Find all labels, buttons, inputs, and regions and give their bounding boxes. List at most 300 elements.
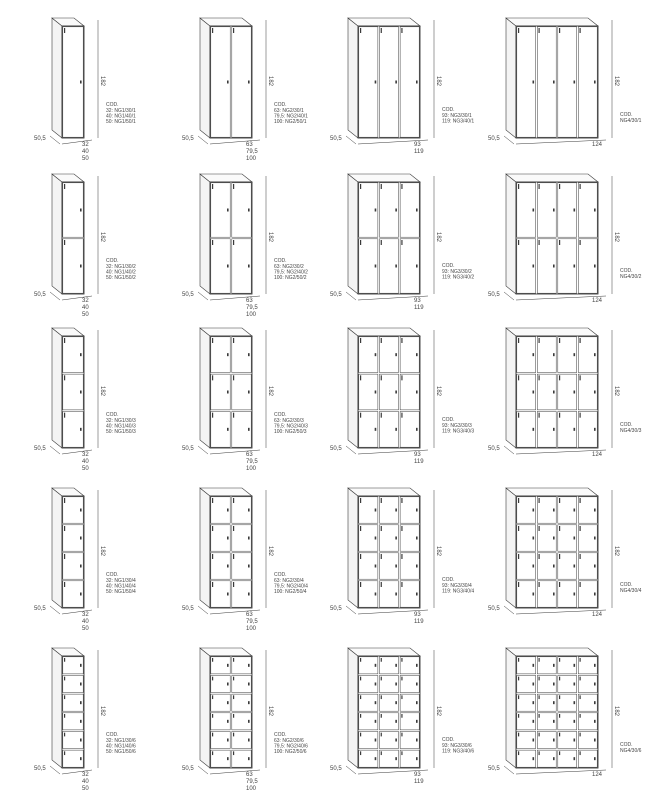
door-vent-icon bbox=[518, 733, 519, 737]
locker-drawing bbox=[316, 634, 480, 794]
door-vent-icon bbox=[64, 714, 65, 718]
door-lock-icon bbox=[80, 701, 82, 704]
width-label: 79,5 bbox=[246, 305, 258, 311]
cod-code-line: 32: NG1/30/6 bbox=[106, 738, 136, 744]
door-lock-icon bbox=[375, 353, 377, 356]
door-lock-icon bbox=[227, 565, 229, 568]
door-vent-icon bbox=[212, 554, 213, 559]
door-vent-icon bbox=[64, 733, 65, 737]
door-lock-icon bbox=[80, 537, 82, 540]
door-lock-icon bbox=[375, 565, 377, 568]
locker-top-face bbox=[506, 648, 598, 656]
door-vent-icon bbox=[539, 658, 540, 662]
width-label: 79,5 bbox=[246, 149, 258, 155]
door-lock-icon bbox=[594, 683, 596, 686]
door-lock-icon bbox=[574, 720, 576, 723]
cod-title: COD. bbox=[442, 577, 455, 583]
door-lock-icon bbox=[395, 391, 397, 394]
door-vent-icon bbox=[360, 695, 361, 699]
door-lock-icon bbox=[227, 509, 229, 512]
locker-front-face bbox=[358, 496, 420, 608]
width-label: 50 bbox=[82, 156, 89, 162]
width-label: 100 bbox=[246, 466, 257, 472]
door-lock-icon bbox=[594, 391, 596, 394]
door-lock-icon bbox=[533, 509, 535, 512]
door-vent-icon bbox=[539, 498, 540, 503]
door-vent-icon bbox=[539, 375, 540, 380]
width-label: 32 bbox=[82, 612, 89, 618]
depth-dimension-line bbox=[50, 292, 60, 300]
door-lock-icon bbox=[395, 509, 397, 512]
door-lock-icon bbox=[227, 720, 229, 723]
door-lock-icon bbox=[574, 683, 576, 686]
door-lock-icon bbox=[375, 757, 377, 760]
door-vent-icon bbox=[64, 338, 65, 343]
door-vent-icon bbox=[518, 338, 519, 343]
width-label: 93 bbox=[414, 142, 421, 148]
locker-front-face bbox=[358, 656, 420, 768]
door-vent-icon bbox=[64, 695, 65, 699]
door-vent-icon bbox=[539, 184, 540, 189]
cod-code-line: 119: NG3/40/2 bbox=[442, 274, 475, 281]
door-vent-icon bbox=[559, 184, 560, 189]
locker-side-face bbox=[52, 18, 62, 138]
door-vent-icon bbox=[233, 677, 234, 681]
cod-code-line: 119: NG3/40/4 bbox=[442, 588, 475, 595]
cod-code-line: 32: NG1/30/3 bbox=[106, 418, 136, 424]
door-lock-icon bbox=[416, 391, 418, 394]
door-lock-icon bbox=[80, 509, 82, 512]
door-lock-icon bbox=[248, 664, 250, 667]
door-lock-icon bbox=[574, 593, 576, 596]
door-lock-icon bbox=[574, 537, 576, 540]
locker-side-face bbox=[52, 648, 62, 768]
locker-cell bbox=[164, 160, 328, 320]
door-lock-icon bbox=[533, 565, 535, 568]
cod-code-line: 79,5: NG2/40/3 bbox=[274, 423, 308, 430]
door-vent-icon bbox=[559, 338, 560, 343]
depth-dimension-line bbox=[50, 606, 60, 614]
door-vent-icon bbox=[518, 498, 519, 503]
door-vent-icon bbox=[559, 413, 560, 418]
door-lock-icon bbox=[395, 209, 397, 212]
door-lock-icon bbox=[248, 683, 250, 686]
door-lock-icon bbox=[574, 739, 576, 742]
door-vent-icon bbox=[518, 413, 519, 418]
door-vent-icon bbox=[360, 413, 361, 418]
door-vent-icon bbox=[360, 526, 361, 531]
cod-code-line: 63: NG2/30/3 bbox=[274, 418, 304, 424]
cod-code-line: 119: NG3/40/3 bbox=[442, 428, 475, 435]
cod-code-line: 119: NG3/40/1 bbox=[442, 118, 475, 125]
height-label: 182 bbox=[613, 546, 619, 557]
locker-drawing bbox=[164, 160, 328, 320]
door-lock-icon bbox=[553, 537, 555, 540]
locker-side-face bbox=[200, 18, 210, 138]
depth-label: 50,5 bbox=[488, 446, 500, 452]
door-lock-icon bbox=[416, 537, 418, 540]
door-lock-icon bbox=[248, 593, 250, 596]
door-vent-icon bbox=[580, 677, 581, 681]
door-vent-icon bbox=[559, 695, 560, 699]
width-label: 79,5 bbox=[246, 619, 258, 625]
cod-code-line: 40: NG1/40/2 bbox=[106, 269, 136, 276]
door-lock-icon bbox=[375, 81, 377, 84]
door-lock-icon bbox=[553, 757, 555, 760]
door-vent-icon bbox=[233, 240, 234, 245]
locker-top-face bbox=[348, 488, 420, 496]
door-vent-icon bbox=[401, 677, 402, 681]
door-vent-icon bbox=[64, 240, 65, 245]
locker-drawing bbox=[164, 474, 328, 634]
door-vent-icon bbox=[559, 714, 560, 718]
door-vent-icon bbox=[233, 413, 234, 418]
door-vent-icon bbox=[360, 677, 361, 681]
door-vent-icon bbox=[518, 240, 519, 245]
locker-side-face bbox=[200, 174, 210, 294]
door-lock-icon bbox=[594, 353, 596, 356]
door-lock-icon bbox=[80, 565, 82, 568]
cod-title: COD. bbox=[442, 737, 455, 743]
door-lock-icon bbox=[227, 537, 229, 540]
locker-cell bbox=[12, 4, 176, 164]
door-vent-icon bbox=[212, 733, 213, 737]
door-lock-icon bbox=[248, 701, 250, 704]
door-vent-icon bbox=[212, 375, 213, 380]
door-lock-icon bbox=[395, 537, 397, 540]
width-label: 63 bbox=[246, 452, 253, 458]
cod-code-line: 63: NG2/30/2 bbox=[274, 264, 304, 270]
door-vent-icon bbox=[64, 658, 65, 662]
door-lock-icon bbox=[533, 391, 535, 394]
door-vent-icon bbox=[64, 677, 65, 681]
cod-code-line: NG4/30/6 bbox=[620, 748, 642, 754]
depth-dimension-line bbox=[50, 136, 60, 144]
depth-label: 50,5 bbox=[34, 136, 46, 142]
door-vent-icon bbox=[559, 240, 560, 245]
door-lock-icon bbox=[594, 428, 596, 431]
door-lock-icon bbox=[80, 353, 82, 356]
door-lock-icon bbox=[375, 209, 377, 212]
door-lock-icon bbox=[553, 391, 555, 394]
locker-side-face bbox=[506, 488, 516, 608]
door-vent-icon bbox=[360, 658, 361, 662]
width-label: 93 bbox=[414, 772, 421, 778]
locker-drawing bbox=[164, 634, 328, 794]
width-label: 93 bbox=[414, 612, 421, 618]
height-label: 182 bbox=[267, 546, 273, 557]
locker-side-face bbox=[52, 488, 62, 608]
door-vent-icon bbox=[539, 582, 540, 587]
door-lock-icon bbox=[416, 353, 418, 356]
depth-label: 50,5 bbox=[34, 292, 46, 298]
door-lock-icon bbox=[227, 209, 229, 212]
door-vent-icon bbox=[233, 375, 234, 380]
door-lock-icon bbox=[594, 757, 596, 760]
door-vent-icon bbox=[360, 28, 361, 33]
height-label: 182 bbox=[267, 76, 273, 87]
height-label: 182 bbox=[99, 546, 105, 557]
door-vent-icon bbox=[539, 751, 540, 755]
cod-title: COD. bbox=[442, 263, 455, 269]
door-vent-icon bbox=[580, 695, 581, 699]
door-vent-icon bbox=[360, 751, 361, 755]
door-lock-icon bbox=[375, 391, 377, 394]
locker-side-face bbox=[506, 174, 516, 294]
door-vent-icon bbox=[64, 498, 65, 503]
door-vent-icon bbox=[212, 582, 213, 587]
door-lock-icon bbox=[248, 391, 250, 394]
door-lock-icon bbox=[227, 391, 229, 394]
door-lock-icon bbox=[395, 739, 397, 742]
door-lock-icon bbox=[375, 683, 377, 686]
locker-cell bbox=[316, 474, 480, 634]
cod-code-line: 93: NG3/30/4 bbox=[442, 583, 472, 589]
door-lock-icon bbox=[533, 664, 535, 667]
door-vent-icon bbox=[381, 733, 382, 737]
door-lock-icon bbox=[533, 265, 535, 268]
width-label: 119 bbox=[414, 459, 424, 465]
door-vent-icon bbox=[580, 526, 581, 531]
door-vent-icon bbox=[518, 751, 519, 755]
locker-cell bbox=[164, 474, 328, 634]
door-lock-icon bbox=[574, 428, 576, 431]
cod-code-line: 79,5: NG2/40/4 bbox=[274, 583, 308, 590]
locker-cell bbox=[316, 314, 480, 474]
door-vent-icon bbox=[64, 413, 65, 418]
door-lock-icon bbox=[594, 593, 596, 596]
door-lock-icon bbox=[416, 428, 418, 431]
door-vent-icon bbox=[401, 695, 402, 699]
door-lock-icon bbox=[553, 265, 555, 268]
door-vent-icon bbox=[381, 582, 382, 587]
locker-drawing bbox=[12, 474, 176, 634]
depth-label: 50,5 bbox=[182, 446, 194, 452]
door-vent-icon bbox=[518, 658, 519, 662]
door-lock-icon bbox=[594, 537, 596, 540]
width-label: 32 bbox=[82, 772, 89, 778]
door-vent-icon bbox=[212, 240, 213, 245]
door-vent-icon bbox=[580, 413, 581, 418]
height-label: 182 bbox=[435, 76, 441, 87]
door-lock-icon bbox=[395, 428, 397, 431]
cod-code-line: 100: NG2/50/4 bbox=[274, 589, 307, 595]
cod-code-line: 100: NG2/50/3 bbox=[274, 429, 307, 435]
door-lock-icon bbox=[248, 757, 250, 760]
depth-dimension-line bbox=[504, 292, 514, 300]
door-vent-icon bbox=[539, 695, 540, 699]
door-vent-icon bbox=[539, 554, 540, 559]
door-lock-icon bbox=[574, 391, 576, 394]
width-label: 63 bbox=[246, 142, 253, 148]
width-label: 50 bbox=[82, 466, 89, 472]
door-lock-icon bbox=[248, 537, 250, 540]
locker-side-face bbox=[200, 648, 210, 768]
door-vent-icon bbox=[212, 526, 213, 531]
cod-code-line: 79,5: NG2/40/1 bbox=[274, 113, 308, 120]
cod-code-line: NG4/30/1 bbox=[620, 118, 642, 124]
width-label: 32 bbox=[82, 142, 89, 148]
cod-code-line: 79,5: NG2/40/2 bbox=[274, 269, 308, 276]
door-vent-icon bbox=[518, 375, 519, 380]
cod-code-line: 40: NG1/40/4 bbox=[106, 583, 136, 590]
cod-title: COD. bbox=[106, 572, 119, 578]
height-label: 182 bbox=[99, 706, 105, 717]
height-label: 182 bbox=[435, 706, 441, 717]
height-label: 182 bbox=[613, 386, 619, 397]
door-lock-icon bbox=[248, 720, 250, 723]
door-lock-icon bbox=[574, 509, 576, 512]
door-vent-icon bbox=[381, 554, 382, 559]
cod-code-line: 50: NG1/50/3 bbox=[106, 429, 136, 435]
door-lock-icon bbox=[248, 509, 250, 512]
door-lock-icon bbox=[395, 701, 397, 704]
locker-cell bbox=[316, 4, 480, 164]
cod-code-line: 40: NG1/40/1 bbox=[106, 113, 136, 120]
door-lock-icon bbox=[227, 739, 229, 742]
locker-top-face bbox=[348, 328, 420, 336]
locker-front-face bbox=[62, 182, 84, 294]
door-lock-icon bbox=[80, 739, 82, 742]
cod-code-line: 93: NG3/30/1 bbox=[442, 113, 472, 119]
cod-title: COD. bbox=[620, 422, 633, 428]
door-vent-icon bbox=[401, 375, 402, 380]
locker-front-face bbox=[62, 496, 84, 608]
locker-side-face bbox=[348, 174, 358, 294]
locker-cell bbox=[478, 474, 642, 634]
door-lock-icon bbox=[416, 739, 418, 742]
door-vent-icon bbox=[233, 733, 234, 737]
door-lock-icon bbox=[553, 353, 555, 356]
depth-label: 50,5 bbox=[330, 446, 342, 452]
door-vent-icon bbox=[401, 733, 402, 737]
door-lock-icon bbox=[594, 81, 596, 84]
height-label: 182 bbox=[613, 232, 619, 243]
depth-label: 50,5 bbox=[182, 766, 194, 772]
door-vent-icon bbox=[64, 184, 65, 189]
door-lock-icon bbox=[248, 265, 250, 268]
cod-code-line: 93: NG3/30/2 bbox=[442, 269, 472, 275]
cod-title: COD. bbox=[274, 412, 287, 418]
door-vent-icon bbox=[518, 582, 519, 587]
door-vent-icon bbox=[539, 733, 540, 737]
locker-front-face bbox=[516, 336, 598, 448]
door-vent-icon bbox=[64, 554, 65, 559]
door-vent-icon bbox=[580, 498, 581, 503]
depth-label: 50,5 bbox=[34, 766, 46, 772]
door-vent-icon bbox=[360, 714, 361, 718]
depth-dimension-line bbox=[504, 606, 514, 614]
door-lock-icon bbox=[416, 683, 418, 686]
cod-code-line: NG4/30/2 bbox=[620, 274, 642, 280]
depth-label: 50,5 bbox=[330, 136, 342, 142]
locker-drawing bbox=[478, 4, 642, 164]
door-lock-icon bbox=[395, 593, 397, 596]
door-vent-icon bbox=[360, 498, 361, 503]
locker-front-face bbox=[358, 182, 420, 294]
door-lock-icon bbox=[533, 720, 535, 723]
door-lock-icon bbox=[80, 593, 82, 596]
door-vent-icon bbox=[233, 714, 234, 718]
door-vent-icon bbox=[401, 658, 402, 662]
door-vent-icon bbox=[360, 240, 361, 245]
width-label: 100 bbox=[246, 156, 257, 162]
door-lock-icon bbox=[375, 537, 377, 540]
door-lock-icon bbox=[80, 757, 82, 760]
locker-side-face bbox=[506, 648, 516, 768]
door-vent-icon bbox=[401, 338, 402, 343]
locker-cell bbox=[12, 314, 176, 474]
locker-side-face bbox=[200, 488, 210, 608]
door-vent-icon bbox=[64, 526, 65, 531]
width-label: 40 bbox=[82, 459, 89, 465]
door-lock-icon bbox=[395, 353, 397, 356]
door-lock-icon bbox=[375, 720, 377, 723]
door-vent-icon bbox=[64, 375, 65, 380]
locker-drawing bbox=[316, 474, 480, 634]
door-vent-icon bbox=[64, 751, 65, 755]
door-vent-icon bbox=[233, 526, 234, 531]
door-lock-icon bbox=[227, 428, 229, 431]
cod-code-line: 100: NG2/50/6 bbox=[274, 749, 307, 755]
locker-front-face bbox=[516, 182, 598, 294]
door-vent-icon bbox=[381, 184, 382, 189]
door-vent-icon bbox=[580, 184, 581, 189]
cod-code-line: 40: NG1/40/3 bbox=[106, 423, 136, 430]
locker-cell bbox=[164, 634, 328, 794]
locker-top-face bbox=[348, 174, 420, 182]
door-lock-icon bbox=[553, 720, 555, 723]
depth-label: 50,5 bbox=[34, 606, 46, 612]
locker-drawing bbox=[478, 634, 642, 794]
cod-code-line: 93: NG3/30/3 bbox=[442, 423, 472, 429]
door-vent-icon bbox=[212, 695, 213, 699]
depth-label: 50,5 bbox=[330, 292, 342, 298]
door-lock-icon bbox=[80, 265, 82, 268]
cod-code-line: NG4/30/4 bbox=[620, 588, 642, 594]
depth-dimension-line bbox=[198, 606, 208, 614]
door-vent-icon bbox=[580, 751, 581, 755]
width-label: 124 bbox=[592, 142, 603, 148]
door-lock-icon bbox=[375, 428, 377, 431]
depth-dimension-line bbox=[346, 136, 356, 144]
door-lock-icon bbox=[594, 265, 596, 268]
door-lock-icon bbox=[553, 209, 555, 212]
door-lock-icon bbox=[227, 265, 229, 268]
cod-code-line: 63: NG2/30/4 bbox=[274, 578, 304, 584]
door-lock-icon bbox=[594, 209, 596, 212]
depth-dimension-line bbox=[504, 766, 514, 774]
cod-code-line: 119: NG3/40/6 bbox=[442, 748, 475, 755]
door-vent-icon bbox=[233, 582, 234, 587]
door-vent-icon bbox=[64, 582, 65, 587]
door-lock-icon bbox=[375, 664, 377, 667]
door-vent-icon bbox=[233, 28, 234, 33]
door-vent-icon bbox=[233, 695, 234, 699]
cod-code-line: 79,5: NG2/40/6 bbox=[274, 743, 308, 750]
cod-code-line: 50: NG1/50/6 bbox=[106, 749, 136, 755]
door-lock-icon bbox=[375, 265, 377, 268]
door-vent-icon bbox=[539, 677, 540, 681]
cod-code-line: 100: NG2/50/1 bbox=[274, 119, 307, 125]
door-lock-icon bbox=[227, 353, 229, 356]
door-lock-icon bbox=[375, 701, 377, 704]
door-lock-icon bbox=[416, 757, 418, 760]
door-lock-icon bbox=[574, 265, 576, 268]
locker-cell bbox=[478, 160, 642, 320]
door-lock-icon bbox=[553, 664, 555, 667]
door-vent-icon bbox=[580, 733, 581, 737]
